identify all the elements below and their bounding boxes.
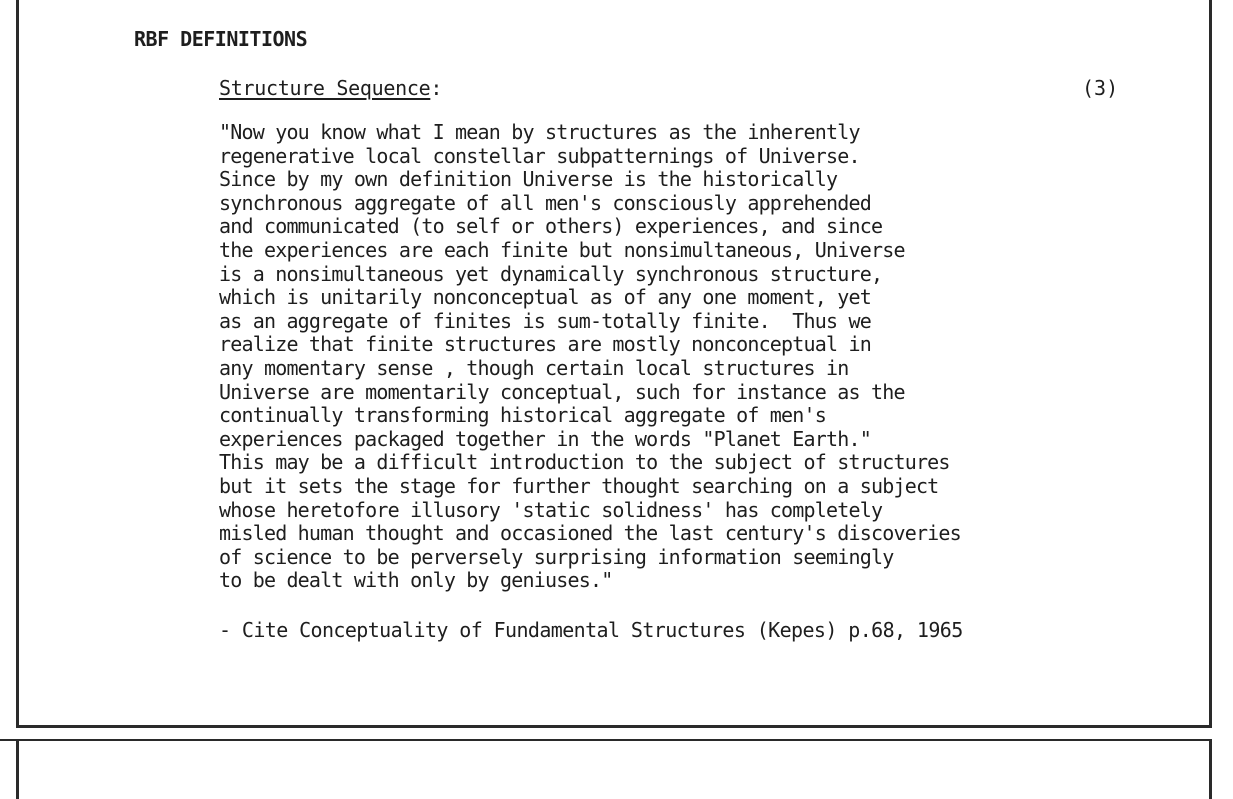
quote-block [219, 121, 961, 593]
quote-line: which is unitarily nonconceptual as of any one moment, yet [219, 285, 871, 310]
quote-line: misled human thought and occasioned the last century's discoveries [219, 521, 961, 546]
quote-line: the experiences are each finite but nonsimultaneous, Universe [219, 237, 905, 262]
quote-line: but it sets the stage for further thought searching on a subject [219, 473, 939, 498]
quote-line: synchronous aggregate of all men's consciously apprehended [219, 190, 871, 215]
quote-line: experiences packaged together in the words "Planet Earth." [219, 426, 871, 451]
section-title-colon: : [430, 76, 443, 100]
quote-line: of science to be perversely surprising information seemingly [219, 544, 894, 569]
quote-line: "Now you know what I mean by structures as the inherently [219, 120, 860, 144]
quote-line: to be dealt with only by geniuses." [219, 568, 613, 593]
card-edge-tick [0, 739, 18, 741]
quote-line: realize that finite structures are mostly nonconceptual in [219, 332, 871, 357]
quote-line: regenerative local constellar subpatternings of Universe. [219, 143, 860, 168]
quote-line: as an aggregate of finites is sum-totally finite. Thus we [219, 308, 871, 333]
quote-line: whose heretofore illusory 'static solidness' has completely [219, 497, 883, 522]
quote-line: Universe are momentarily conceptual, such for instance as the [219, 379, 905, 404]
quote-line: Since by my own definition Universe is the historically [219, 167, 838, 192]
quote-line: This may be a difficult introduction to the subject of structures [219, 450, 950, 475]
next-card-edge [16, 739, 1212, 799]
quote-line: continually transforming historical aggregate of men's [219, 403, 827, 428]
section-title-text: Structure Sequence [219, 76, 431, 100]
quote-line: is a nonsimultaneous yet dynamically synchronous structure, [219, 261, 883, 286]
page-heading: RBF DEFINITIONS [134, 27, 308, 51]
citation: - Cite Conceptuality of Fundamental Structures (Kepes) p.68, 1965 [219, 618, 963, 642]
quote-line: any momentary sense , though certain local structures in [219, 355, 849, 380]
section-title [219, 76, 442, 100]
quote-line: and communicated (to self or others) experiences, and since [219, 214, 883, 239]
page-number: (3) [1082, 76, 1119, 100]
